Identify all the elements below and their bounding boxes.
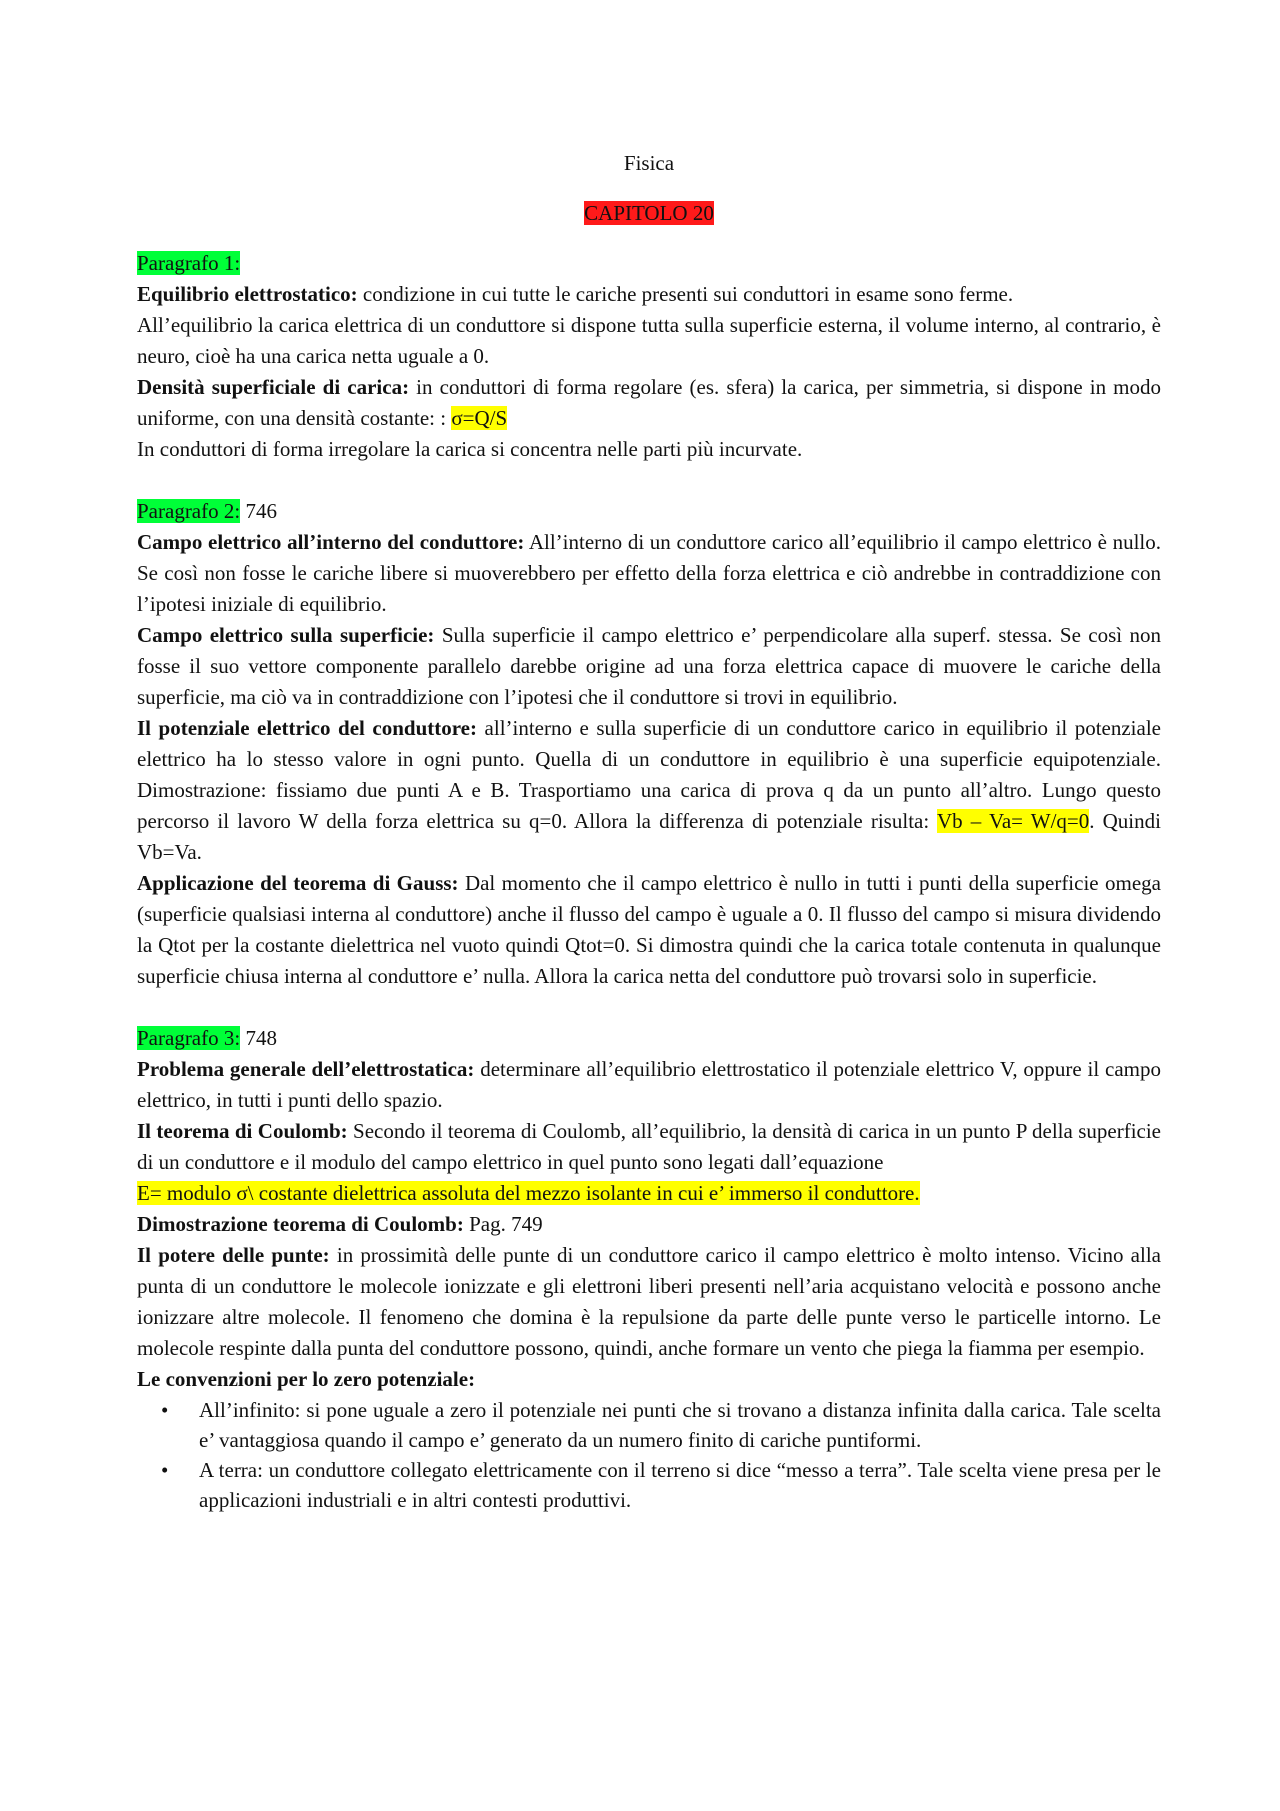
- definition-term: Densità superficiale di carica:: [137, 375, 410, 399]
- definition-text: Secondo il teorema di Coulomb, all’equilibrio, la densità di carica in un punto P della superficie di un conduttore e il modulo del campo elettrico in quel punto sono legati dall’equazione: [137, 1119, 1162, 1174]
- definition-text: Pag. 749: [463, 1212, 543, 1236]
- definition-term: Campo elettrico sulla superficie:: [137, 623, 435, 647]
- definition-term: Campo elettrico all’interno del conduttore:: [137, 530, 525, 554]
- section-heading: [137, 1023, 1161, 1054]
- definition-item: [137, 1116, 1161, 1178]
- section-label: Paragrafo 1:: [137, 251, 241, 275]
- definition-item: [137, 279, 1161, 310]
- definition-text: Sulla superficie il campo elettrico e’ perpendicolare alla superf. stessa. Se così non fosse il suo vettore componente parallelo darebbe origine ad una forza elettrica capace di muovere le cariche della superficie, ma ciò va in contraddizione con l’ipotesi che il conduttore si trovi in equilibrio.: [137, 623, 1161, 709]
- section-heading: [137, 248, 1161, 279]
- definition-item: [137, 372, 1161, 434]
- definition-item: [137, 713, 1161, 868]
- definition-term: Il potere delle punte:: [137, 1243, 330, 1267]
- definition-item: [137, 1209, 1161, 1240]
- definition-text: determinare all’equilibrio elettrostatico il potenziale elettrico V, oppure il campo elettrico, in tutti i punti dello spazio.: [137, 1057, 1161, 1112]
- document-title: Fisica: [623, 151, 675, 175]
- chapter-heading: [137, 198, 1161, 229]
- section-label: Paragrafo 3:: [137, 1026, 241, 1050]
- section-label: Paragrafo 2:: [137, 499, 241, 523]
- bullet-item: [137, 1455, 1161, 1515]
- formula-highlight: Vb – Va= W/q=0: [936, 809, 1090, 833]
- bullet-list: [137, 1395, 1161, 1515]
- section-paragrafo-2: [137, 496, 1161, 992]
- definition-term: Equilibrio elettrostatico:: [137, 282, 358, 306]
- section-paragrafo-3: [137, 1023, 1161, 1515]
- definition-term: Il teorema di Coulomb:: [137, 1119, 348, 1143]
- definition-item: [137, 868, 1161, 992]
- document-body: [137, 148, 1161, 1515]
- spacer: [137, 465, 1161, 496]
- bullet-text: A terra: un conduttore collegato elettricamente con il terreno si dice “messo a terra”. Tale scelta viene presa per le applicazioni industriali e in altri contesti produttivi.: [199, 1458, 1161, 1512]
- body-text: All’equilibrio la carica elettrica di un conduttore si dispone tutta sulla superficie esterna, il volume interno, al contrario, è neuro, cioè ha una carica netta uguale a 0.: [137, 313, 1161, 368]
- section-paragrafo-1: [137, 248, 1161, 465]
- definition-term: Problema generale dell’elettrostatica:: [137, 1057, 475, 1081]
- definition-item: [137, 1240, 1161, 1364]
- definition-text: condizione in cui tutte le cariche presenti sui conduttori in esame sono ferme.: [357, 282, 1014, 306]
- definition-item: [137, 1364, 1161, 1395]
- definition-term: Le convenzioni per lo zero potenziale:: [137, 1367, 476, 1391]
- definition-text: Dal momento che il campo elettrico è nullo in tutti i punti della superficie omega (superficie qualsiasi interna al conduttore) anche il flusso del campo è uguale a 0. Il flusso del campo si misura dividendo la Qtot per la costante dielettrica nel vuoto quindi Qtot=0. Si dimostra quindi che la carica totale contenuta in qualunque superficie chiusa interna al conduttore e’ nulla. Allora la carica netta del conduttore può trovarsi solo in superficie.: [137, 871, 1161, 988]
- page-reference: 746: [240, 499, 277, 523]
- definition-item: [137, 1054, 1161, 1116]
- bullet-text: All’infinito: si pone uguale a zero il potenziale nei punti che si trovano a distanza infinita dalla carica. Tale scelta e’ vantaggiosa quando il campo e’ generato da un numero finito di cariche puntiformi.: [199, 1398, 1161, 1452]
- bullet-icon: •: [161, 1398, 169, 1422]
- definition-term: Il potenziale elettrico del conduttore:: [137, 716, 477, 740]
- definition-text: in conduttori di forma regolare (es. sfera) la carica, per simmetria, si dispone in modo uniforme, con una densità costante: :: [137, 375, 1162, 430]
- definition-item: [137, 527, 1161, 620]
- definition-text: All’interno di un conduttore carico all’equilibrio il campo elettrico è nullo. Se così non fosse le cariche libere si muoverebbero per effetto della forza elettrica e ciò andrebbe in contraddizione con l’ipotesi iniziale di equilibrio.: [137, 530, 1161, 616]
- bullet-icon: •: [161, 1458, 169, 1482]
- chapter-label: CAPITOLO 20: [584, 201, 714, 225]
- formula-highlight: E= modulo σ\ costante dielettrica assoluta del mezzo isolante in cui e’ immerso il conduttore.: [137, 1181, 920, 1205]
- definition-item: [137, 620, 1161, 713]
- definition-text: all’interno e sulla superficie di un conduttore carico in equilibrio il potenziale elettrico ha lo stesso valore in ogni punto. Quella di un conduttore in equilibrio è una superficie equipotenziale. Dimostrazione: fissiamo due punti A e B. Trasportiamo una carica di prova q da un punto all’altro. Lungo questo percorso il lavoro W della forza elettrica su q=0. Allora la differenza di potenziale risulta:: [137, 716, 1161, 833]
- page-reference: 748: [240, 1026, 277, 1050]
- definition-term: Applicazione del teorema di Gauss:: [137, 871, 459, 895]
- formula-line: [137, 1178, 1161, 1209]
- spacer: [137, 992, 1161, 1023]
- definition-text-after: . Quindi Vb=Va.: [137, 809, 1161, 864]
- definition-text: in prossimità delle punte di un conduttore carico il campo elettrico è molto intenso. Vicino alla punta di un conduttore le molecole ionizzate e gli elettroni liberi presenti nell’aria acquistano velocità e possono anche ionizzare altre molecole. Il fenomeno che domina è la repulsione da parte delle punte verso le particelle intorno. Le molecole respinte dalla punta del conduttore possono, quindi, anche formare un vento che piega la fiamma per esempio.: [137, 1243, 1161, 1360]
- section-heading: [137, 496, 1161, 527]
- definition-term: Dimostrazione teorema di Coulomb:: [137, 1212, 464, 1236]
- bullet-item: [137, 1395, 1161, 1455]
- body-text: In conduttori di forma irregolare la carica si concentra nelle parti più incurvate.: [137, 437, 803, 461]
- formula-highlight: σ=Q/S: [451, 406, 508, 430]
